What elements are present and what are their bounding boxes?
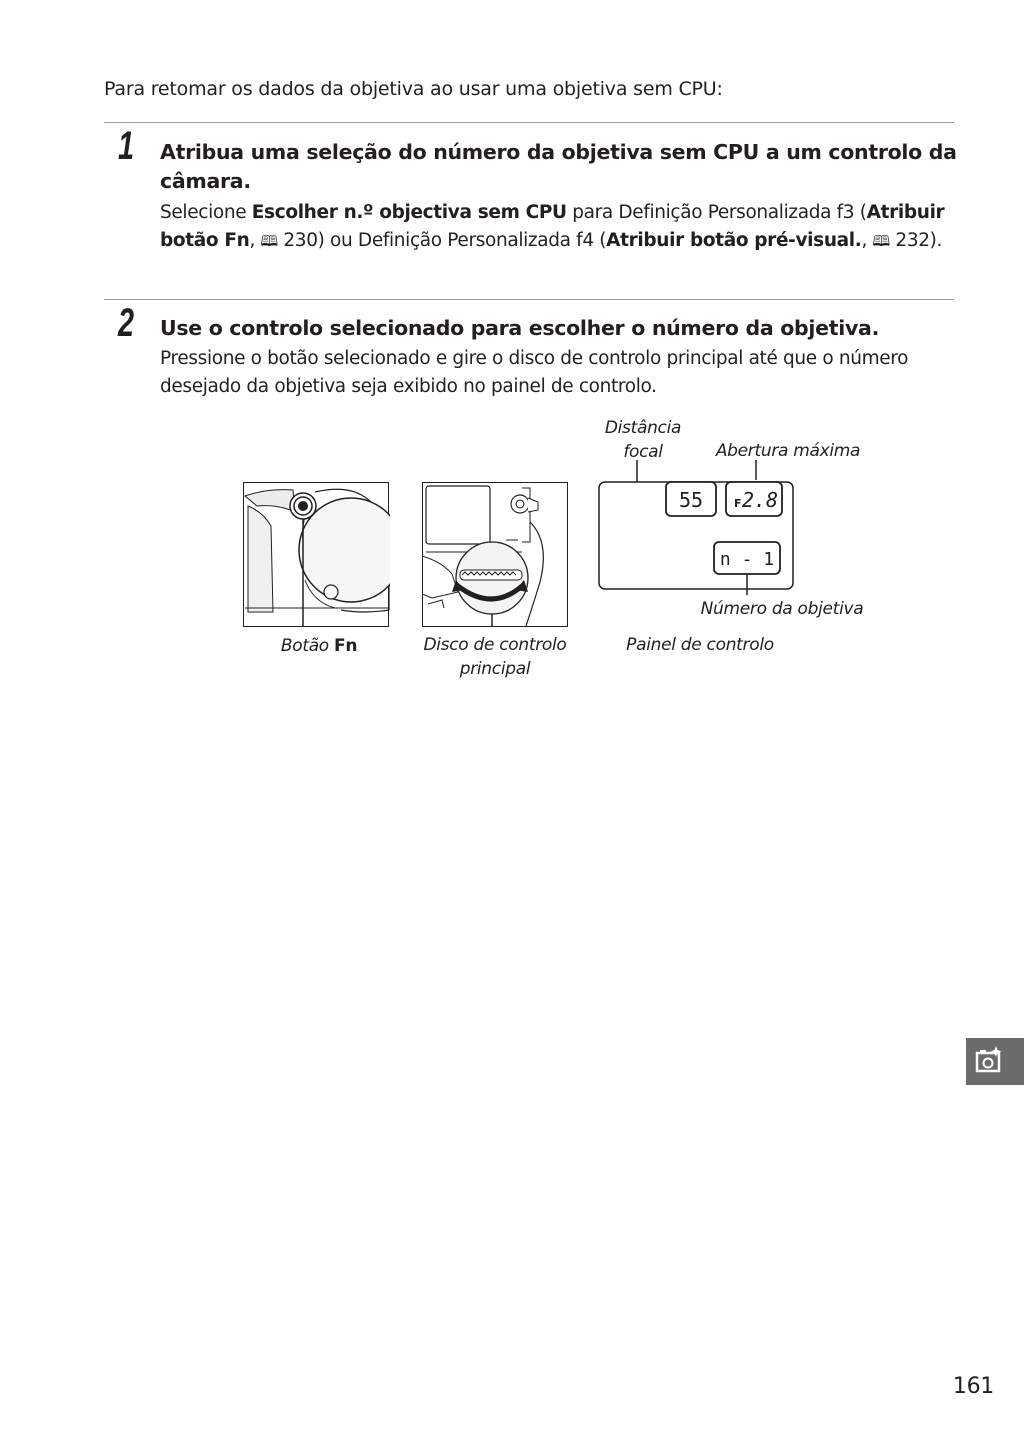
caption-control-panel: Painel de controlo: [626, 635, 774, 655]
menu-option-fn-button: Atribuir botão Fn: [160, 202, 945, 251]
caption-fn-button: [254, 634, 384, 658]
caption-dial-line-2: principal: [459, 659, 531, 679]
main-command-dial-illustration: [422, 482, 569, 628]
section-tab: [966, 1038, 1024, 1085]
step-1-title: Atribua uma seleção do número da objetiva sem CPU a um controlo da câmara.: [160, 140, 957, 193]
step-1-text-a: Selecione: [160, 202, 252, 223]
step-2-body: Pressione o botão selecionado e gire o disco de controlo principal até que o número desejado da objetiva seja exibido no painel de controlo.: [160, 348, 909, 397]
label-focal-line-2: focal: [623, 442, 663, 462]
step-1-text-c: ,: [249, 230, 261, 251]
lcd-aperture-prefix: F: [734, 497, 742, 510]
book-icon: 🕮: [260, 232, 278, 250]
label-focal-line-1: Distância: [604, 418, 682, 438]
caption-dial-line-1: Disco de controlo: [423, 635, 567, 655]
camera-retouch-icon: [966, 1038, 1024, 1085]
label-max-aperture: Abertura máxima: [715, 441, 861, 461]
fn-key-label: Fn: [334, 636, 358, 656]
book-icon: 🕮: [872, 232, 890, 250]
label-focal-length: [583, 416, 703, 464]
control-panel-illustration: [596, 460, 796, 595]
lcd-aperture-value: 2.8: [741, 488, 779, 512]
label-lens-number: Número da objetiva: [700, 599, 864, 619]
step-1-number: 1: [118, 124, 135, 168]
step-2-title: Use o controlo selecionado para escolher o número da objetiva.: [160, 316, 880, 340]
divider-middle: [104, 299, 954, 300]
page-reference-232: 232).: [889, 230, 943, 251]
caption-main-command-dial: [405, 633, 585, 681]
intro-text: Para retomar os dados da objetiva ao usar uma objetiva sem CPU:: [104, 78, 723, 100]
fn-button-illustration: [243, 482, 390, 628]
lcd-focal-length: 55: [678, 488, 704, 512]
step-1-text-b: para Definição Personalizada f3 (: [566, 202, 867, 223]
step-2-number: 2: [118, 301, 135, 345]
page-number: 161: [952, 1374, 994, 1399]
step-1-text-d: ,: [861, 230, 873, 251]
caption-fn-prefix: Botão: [280, 636, 335, 656]
menu-option-no-cpu-lens: Escolher n.º objectiva sem CPU: [251, 202, 567, 223]
step-1-body: [160, 199, 960, 255]
lcd-lens-number: n - 1: [719, 549, 775, 570]
divider-top: [104, 122, 954, 123]
menu-option-preview-button: Atribuir botão pré-visual.: [606, 230, 862, 251]
page-reference-230: 230) ou Definição Personalizada f4 (: [277, 230, 607, 251]
